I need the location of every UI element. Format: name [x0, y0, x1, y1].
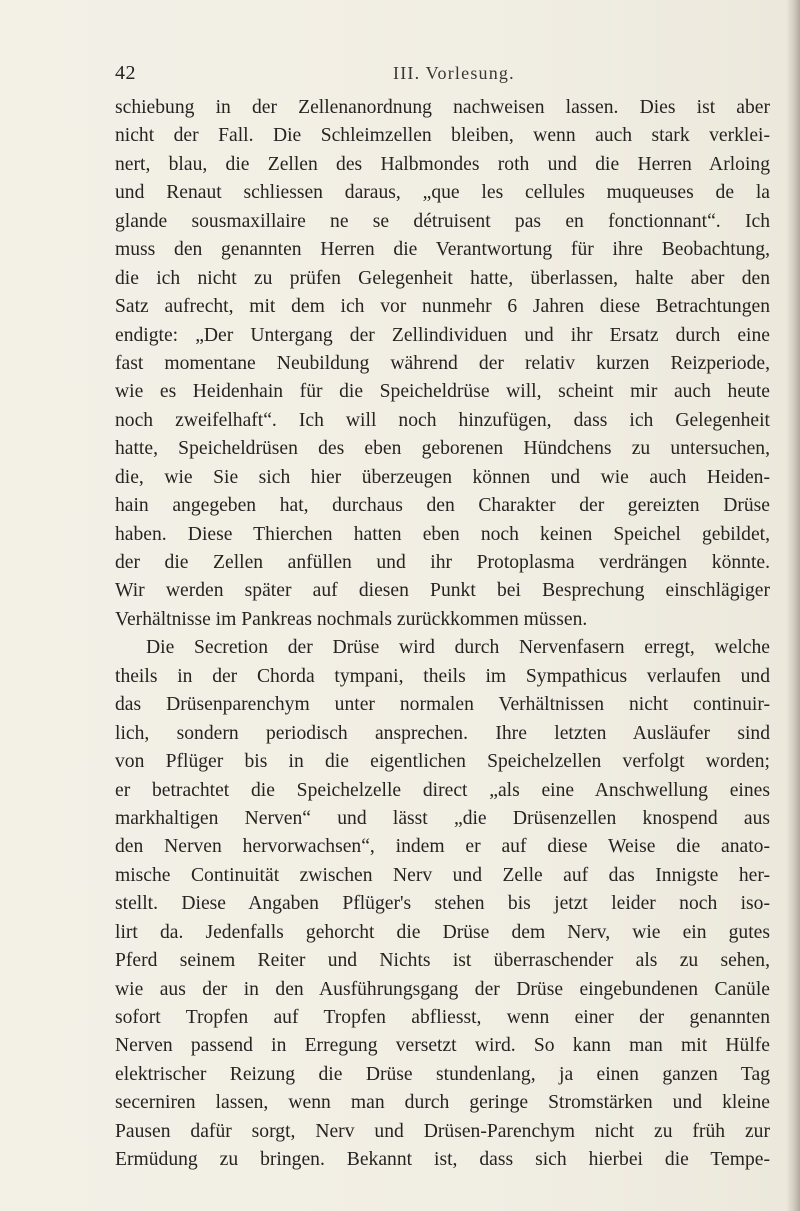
text-line: hatte, Speicheldrüsen des eben geborenen Hündchens zu untersuchen,	[115, 438, 770, 460]
text-line: die, wie Sie sich hier überzeugen können und wie auch Heiden-	[115, 466, 770, 488]
text-line: endigte: „Der Untergang der Zellindividuen und ihr Ersatz durch eine	[115, 324, 770, 346]
text-line: lirt da. Jedenfalls gehorcht die Drüse dem Nerv, wie ein gutes	[115, 921, 770, 943]
text-line: wie aus der in den Ausführungsgang der Drüse eingebundenen Canüle	[115, 978, 770, 1000]
text-line: Die Secretion der Drüse wird durch Nervenfasern erregt, welche	[146, 637, 770, 659]
text-line: die ich nicht zu prüfen Gelegenheit hatte, überlassen, halte aber den	[115, 267, 770, 289]
text-line: Satz aufrecht, mit dem ich vor nunmehr 6 Jahren diese Betrachtungen	[115, 296, 770, 318]
text-line: Wir werden später auf diesen Punkt bei Besprechung einschlägiger	[115, 580, 770, 602]
page-edge-shadow	[786, 0, 800, 1211]
text-line: Nerven passend in Erregung versetzt wird. So kann man mit Hülfe	[115, 1035, 770, 1057]
text-line: haben. Diese Thierchen hatten eben noch keinen Speichel gebildet,	[115, 523, 770, 545]
running-head: III. Vorlesung.	[393, 63, 515, 83]
text-line: mische Continuität zwischen Nerv und Zelle auf das Innigste her-	[115, 864, 770, 886]
page-number: 42	[115, 62, 136, 84]
text-line: der die Zellen anfüllen und ihr Protoplasma verdrängen könnte.	[115, 552, 770, 573]
text-line: schiebung in der Zellenanordnung nachweisen lassen. Dies ist aber	[115, 97, 770, 118]
text-line: wie es Heidenhain für die Speicheldrüse will, scheint mir auch heute	[115, 381, 770, 403]
text-line: glande sousmaxillaire ne se détruisent pas en fonctionnant“. Ich	[115, 210, 770, 232]
text-line: das Drüsenparenchym unter normalen Verhältnissen nicht continuir-	[115, 694, 770, 716]
text-line: er betrachtet die Speichelzelle direct „als eine Anschwellung eines	[115, 779, 770, 801]
text-line: den Nerven hervorwachsen“, indem er auf diese Weise die anato-	[115, 836, 770, 858]
text-line: lich, sondern periodisch ansprechen. Ihre letzten Ausläufer sind	[115, 722, 770, 744]
text-line: markhaltigen Nerven“ und lässt „die Drüsenzellen knospend aus	[115, 807, 770, 829]
page-header	[115, 62, 745, 92]
text-line: Verhältnisse im Pankreas nochmals zurückkommen müssen.	[115, 608, 588, 630]
text-line: theils in der Chorda tympani, theils im Sympathicus verlaufen und	[115, 665, 770, 687]
text-line: Pausen dafür sorgt, Nerv und Drüsen-Parenchym nicht zu früh zur	[115, 1120, 770, 1142]
text-line: und Renaut schliessen daraus, „que les cellules muqueuses de la	[115, 182, 770, 204]
text-line: stellt. Diese Angaben Pflüger's stehen bis jetzt leider noch iso-	[115, 893, 770, 915]
text-line: sofort Tropfen auf Tropfen abfliesst, wenn einer der genannten	[115, 1007, 770, 1028]
body-text	[115, 94, 770, 1175]
text-line: von Pflüger bis in die eigentlichen Speichelzellen verfolgt worden;	[115, 751, 770, 773]
text-line: nert, blau, die Zellen des Halbmondes roth und die Herren Arloing	[115, 153, 770, 175]
text-line: elektrischer Reizung die Drüse stundenlang, ja einen ganzen Tag	[115, 1063, 770, 1085]
text-line: nicht der Fall. Die Schleimzellen bleiben, wenn auch stark verklei-	[115, 125, 770, 147]
text-line: fast momentane Neubildung während der relativ kurzen Reizperiode,	[115, 352, 770, 374]
text-line: secerniren lassen, wenn man durch geringe Stromstärken und kleine	[115, 1092, 770, 1114]
text-line: noch zweifelhaft“. Ich will noch hinzufügen, dass ich Gelegenheit	[115, 409, 770, 431]
text-line: Pferd seinem Reiter und Nichts ist überraschender als zu sehen,	[115, 950, 770, 972]
text-line: muss den genannten Herren die Verantwortung für ihre Beobachtung,	[115, 239, 770, 261]
text-line: hain angegeben hat, durchaus den Charakter der gereizten Drüse	[115, 495, 770, 517]
text-line: Ermüdung zu bringen. Bekannt ist, dass sich hierbei die Tempe-	[115, 1149, 770, 1171]
